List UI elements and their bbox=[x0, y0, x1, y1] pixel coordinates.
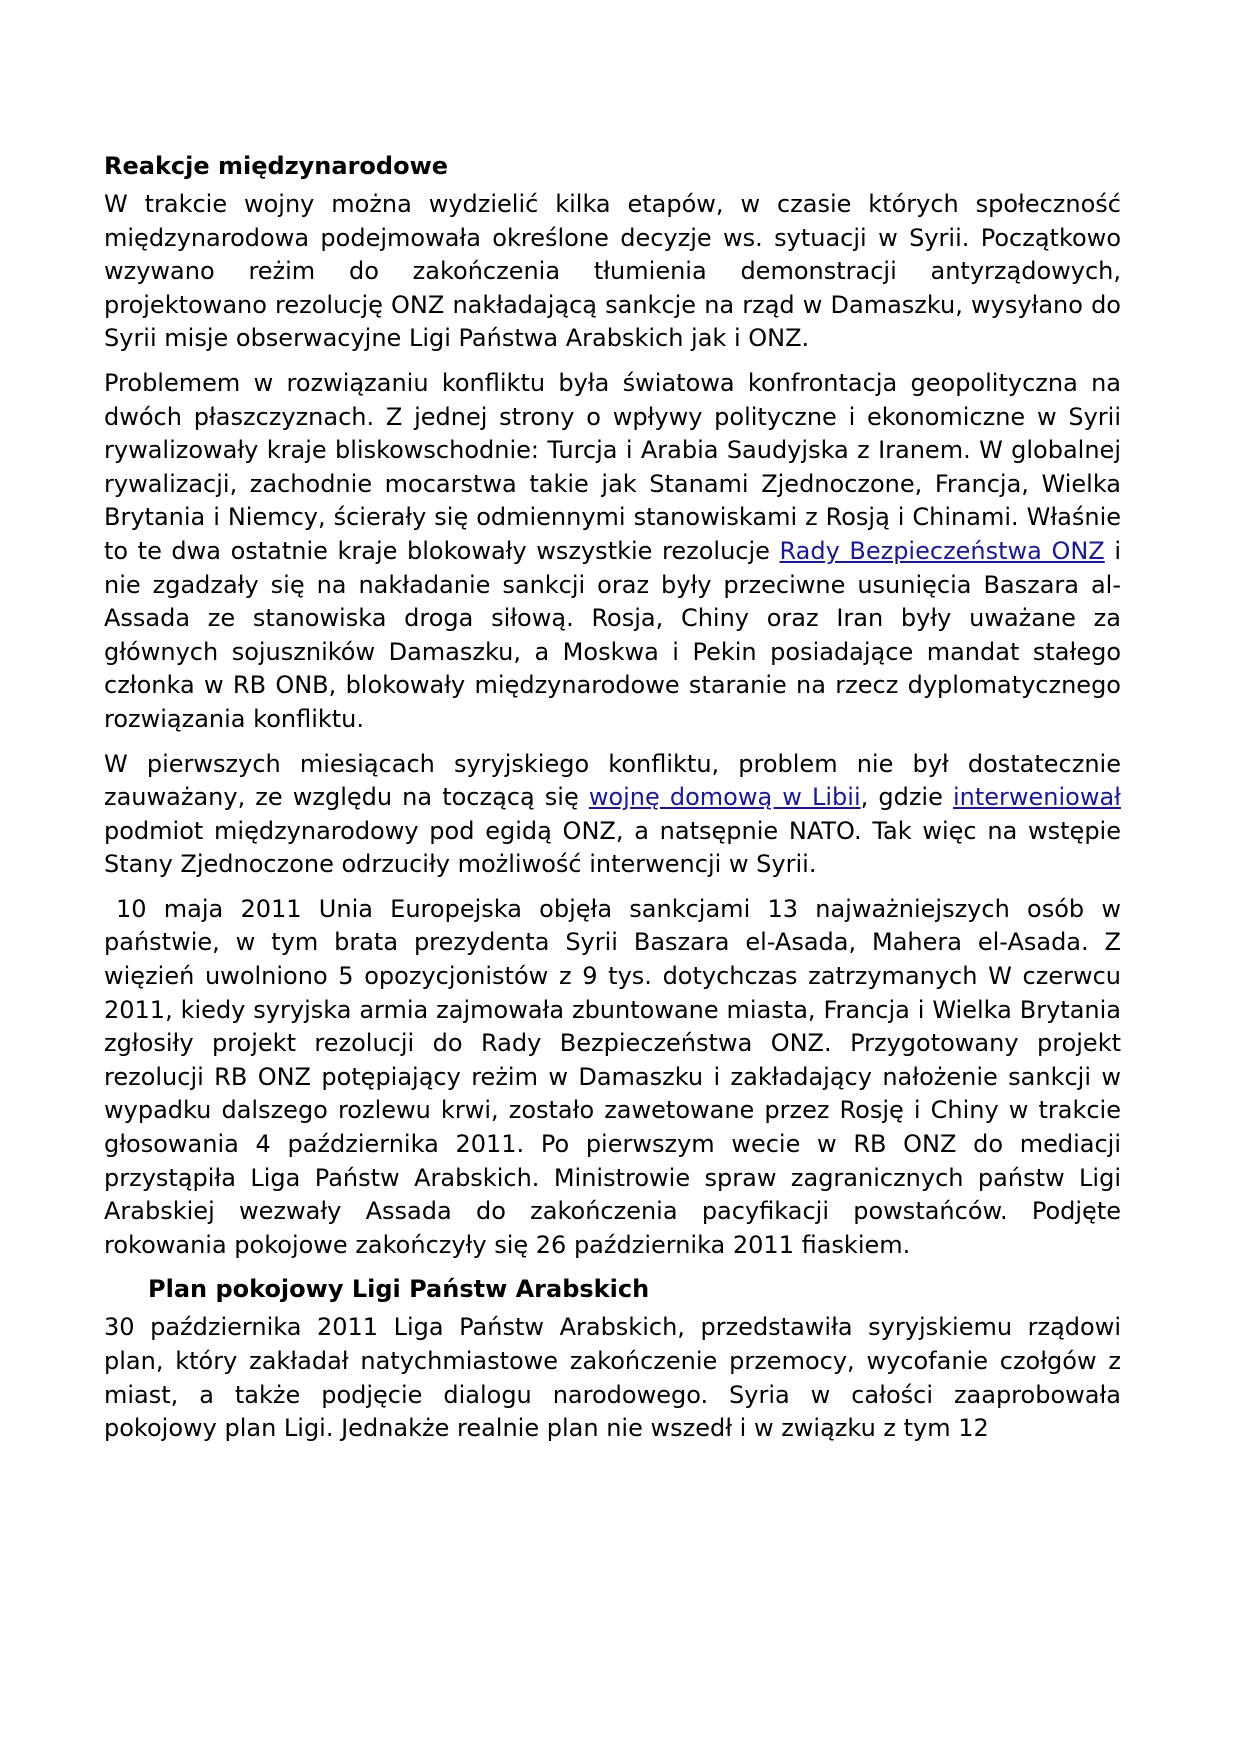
link-libya-civil-war[interactable]: wojnę domową w Libii bbox=[588, 783, 861, 812]
paragraph-first-months-text-2: , gdzie bbox=[860, 783, 953, 812]
section-heading-international-reactions: Reakcje międzynarodowe bbox=[104, 152, 449, 180]
paragraph-sanctions: 10 maja 2011 Unia Europejska objęła sankcjami 13 najważniejszych osób w państwie, w tym brata prezydenta Syrii Baszara el-Asada, Mahera el-Asada. Z więzień uwolniono 5 opozycjonistów z 9 tys. dotychczas zatrzymanych W czerwcu 2011, kiedy syryjska armia zajmowała zbuntowane miasta, Francja i Wielka Brytania zgłosiły projekt rezolucji do Rady Bezpieczeństwa ONZ. Przygotowany projekt rezolucji RB ONZ potępiający reżim w Damaszku i zakładający nałożenie sankcji w wypadku dalszego rozlewu krwi, zostało zawetowane przez Rosję i Chiny w trakcie głosowania 4 października 2011. Po pierwszym wecie w RB ONZ do mediacji przystąpiła Liga Państw Arabskich. Ministrowie spraw zagranicznych państw Ligi Arabskiej wezwały Assada do zakończenia pacyfikacji powstańców. Podjęte rokowania pokojowe zakończyły się 26 października 2011 fiaskiem. bbox=[104, 894, 1121, 1259]
paragraph-first-months bbox=[104, 748, 1121, 882]
link-intervention[interactable]: interweniował bbox=[952, 783, 1121, 812]
paragraph-geopolitics-text-1: Problemem w rozwiązaniu konfliktu była światowa konfrontacja geopolityczna na dwóch płaszczyznach. Z jednej strony o wpływy polityczne i ekonomiczne w Syrii rywalizowały kraje bliskowschodnie: Turcja i Arabia Saudyjska z Iranem. W globalnej rywalizacji, zachodnie mocarstwa takie jak Stanami Zjednoczone, Francja, Wielka Brytania i Niemcy, ścierały się odmiennymi stanowiskami z Rosją i Chinami. Właśnie to te dwa ostatnie kraje blokowały wszystkie rezolucje bbox=[104, 368, 1121, 565]
paragraph-stages: W trakcie wojny można wydzielić kilka etapów, w czasie których społeczność międzynarodowa podejmowała określone decyzje ws. sytuacji w Syrii. Początkowo wzywano reżim do zakończenia tłumienia demonstracji antyrządowych, projektowano rezolucję ONZ nakładającą sankcje na rząd w Damaszku, wysyłano do Syrii misje obserwacyjne Ligi Państwa Arabskich jak i ONZ. bbox=[104, 190, 1121, 353]
paragraph-geopolitics-text-2: i nie zgadzały się na nakładanie sankcji oraz były przeciwne usunięcia Baszara al-Assada ze stanowiska droga siłową. Rosja, Chiny oraz Iran były uważane za głównych sojuszników Damaszku, a Moskwa i Pekin posiadające mandat stałego członka w RB ONB, blokowały międzynarodowe staranie na rzecz dyplomatycznego rozwiązania konfliktu. bbox=[104, 536, 1122, 733]
document-content bbox=[104, 150, 1121, 1457]
paragraph-geopolitics bbox=[104, 367, 1121, 737]
section-heading-peace-plan: Plan pokojowy Ligi Państw Arabskich bbox=[148, 1275, 650, 1304]
link-security-council[interactable]: Rady Bezpieczeństwa ONZ bbox=[779, 536, 1105, 565]
paragraph-first-months-text-3: podmiot międzynarodowy pod egidą ONZ, a natsępnie NATO. Tak więc na wstępie Stany Zjednoczone odrzuciły możliwość interwencji w Syrii. bbox=[104, 816, 1121, 879]
paragraph-first-months-text-1: W pierwszych miesiącach syryjskiego konfliktu, problem nie był dostatecznie zauważany, ze względu na toczącą się bbox=[104, 749, 1121, 812]
paragraph-peace-plan: 30 października 2011 Liga Państw Arabskich, przedstawiła syryjskiemu rządowi plan, który zakładał natychmiastowe zakończenie przemocy, wycofanie czołgów z miast, a także podjęcie dialogu narodowego. Syria w całości zaaprobowała pokojowy plan Ligi. Jednakże realnie plan nie wszedł i w związku z tym 12 bbox=[104, 1313, 1121, 1443]
